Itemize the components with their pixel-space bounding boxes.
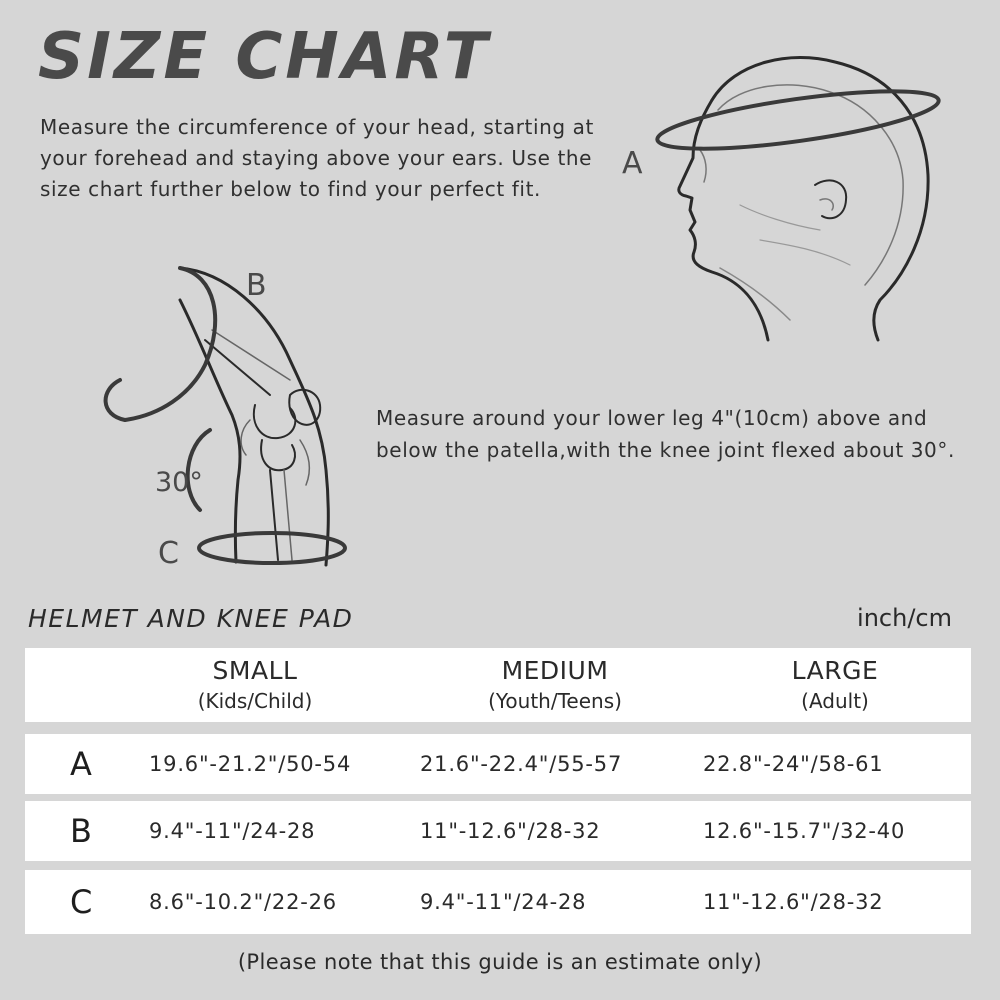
row-label: A bbox=[70, 745, 92, 783]
table-cell: 21.6"-22.4"/55-57 bbox=[420, 752, 623, 776]
size-name: SMALL bbox=[212, 656, 298, 685]
row-label: C bbox=[70, 883, 93, 921]
disclaimer-note: (Please note that this guide is an estimate only) bbox=[237, 950, 763, 974]
table-cell: 12.6"-15.7"/32-40 bbox=[703, 819, 906, 843]
table-cell: 11"-12.6"/28-32 bbox=[703, 890, 884, 914]
table-header-row bbox=[25, 648, 971, 722]
table-row bbox=[25, 734, 971, 794]
row-label: B bbox=[70, 812, 92, 850]
column-header-medium bbox=[445, 648, 665, 722]
head-illustration bbox=[654, 58, 941, 340]
page-title: SIZE CHART bbox=[38, 20, 491, 94]
table-cell: 9.4"-11"/24-28 bbox=[149, 819, 316, 843]
knee-illustration bbox=[106, 268, 345, 565]
size-name: LARGE bbox=[791, 656, 879, 685]
table-cell: 8.6"-10.2"/22-26 bbox=[149, 890, 337, 914]
unit-label: inch/cm bbox=[857, 604, 952, 632]
table-row bbox=[25, 870, 971, 934]
size-subtitle: (Adult) bbox=[801, 689, 869, 713]
table-row bbox=[25, 801, 971, 861]
table-cell: 19.6"-21.2"/50-54 bbox=[149, 752, 352, 776]
table-title: HELMET AND KNEE PAD bbox=[28, 604, 354, 633]
label-angle: 30° bbox=[155, 467, 203, 498]
table-cell: 22.8"-24"/58-61 bbox=[703, 752, 884, 776]
label-c: C bbox=[158, 536, 179, 571]
size-subtitle: (Youth/Teens) bbox=[488, 689, 622, 713]
column-header-small bbox=[155, 648, 355, 722]
table-cell: 11"-12.6"/28-32 bbox=[420, 819, 601, 843]
size-name: MEDIUM bbox=[501, 656, 609, 685]
label-a: A bbox=[622, 146, 643, 181]
knee-measure-instructions: Measure around your lower leg 4"(10cm) above and below the patella,with the knee joint flexed about 30°. bbox=[376, 406, 955, 462]
label-b: B bbox=[246, 268, 267, 303]
column-header-large bbox=[735, 648, 935, 722]
head-measure-instructions: Measure the circumference of your head, starting at your forehead and staying above your ears. Use the size chart further below to find your perfect fit. bbox=[40, 115, 594, 201]
table-cell: 9.4"-11"/24-28 bbox=[420, 890, 587, 914]
size-subtitle: (Kids/Child) bbox=[197, 689, 313, 713]
